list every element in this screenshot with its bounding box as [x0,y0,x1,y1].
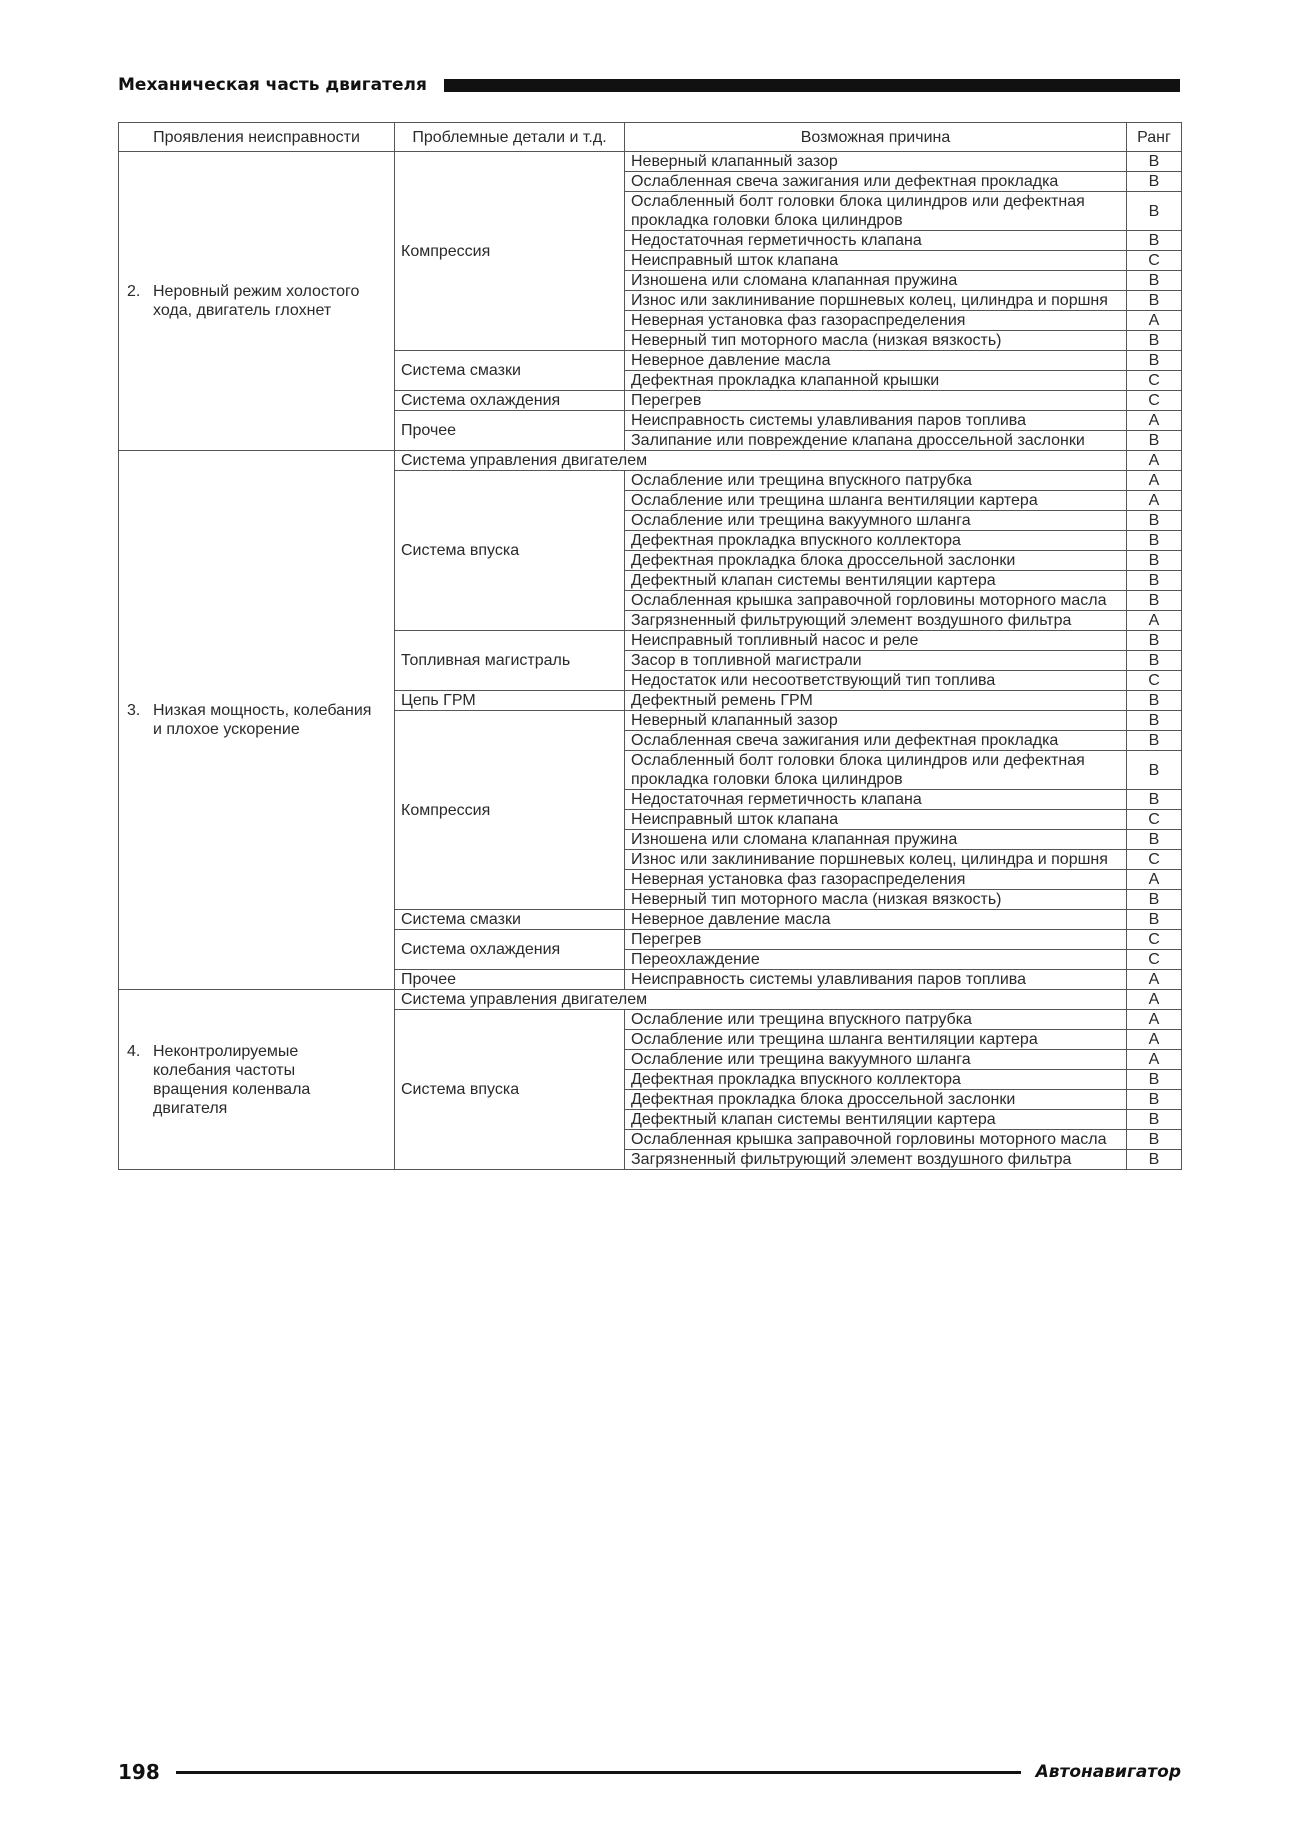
rank-cell: C [1127,671,1182,691]
symptom-text: Низкая мощность, колебания и плохое ускорение [153,702,372,738]
cause-cell: Ослабленная свеча зажигания или дефектная прокладка [625,731,1127,751]
column-header: Проблемные детали и т.д. [395,123,625,152]
publisher-name: Автонавигатор [1035,1762,1181,1782]
rank-cell: B [1127,231,1182,251]
rank-cell: B [1127,172,1182,192]
rank-cell: A [1127,870,1182,890]
component-cell: Система впуска [395,1010,625,1170]
cause-cell: Дефектный ремень ГРМ [625,691,1127,711]
table-row [119,451,1182,471]
rank-cell: A [1127,491,1182,511]
cause-cell: Неверное давление масла [625,351,1127,371]
rank-cell: B [1127,1090,1182,1110]
cause-cell: Ослабленная крышка заправочной горловины моторного масла [625,591,1127,611]
cause-cell: Ослабленный болт головки блока цилиндров или дефектная прокладка головки блока цилиндров [625,751,1127,790]
rank-cell: B [1127,351,1182,371]
rank-cell: A [1127,990,1182,1010]
cause-cell: Неверное давление масла [625,910,1127,930]
component-cell: Система смазки [395,910,625,930]
cause-cell: Ослабление или трещина впускного патрубка [625,471,1127,491]
cause-cell: Изношена или сломана клапанная пружина [625,271,1127,291]
cause-cell: Ослабленный болт головки блока цилиндров или дефектная прокладка головки блока цилиндров [625,192,1127,231]
rank-cell: B [1127,571,1182,591]
rank-cell: B [1127,711,1182,731]
component-cell: Компрессия [395,711,625,910]
component-cell: Прочее [395,411,625,451]
symptom-number: 4. [127,1042,141,1060]
cause-cell: Ослабление или трещина шланга вентиляции картера [625,491,1127,511]
component-cell: Система охлаждения [395,930,625,970]
rank-cell: B [1127,651,1182,671]
cause-cell: Дефектная прокладка впускного коллектора [625,531,1127,551]
rank-cell: B [1127,271,1182,291]
rank-cell: A [1127,611,1182,631]
rank-cell: C [1127,391,1182,411]
rank-cell: B [1127,291,1182,311]
cause-cell: Ослабленная крышка заправочной горловины моторного масла [625,1130,1127,1150]
cause-cell: Неисправный шток клапана [625,251,1127,271]
rank-cell: B [1127,631,1182,651]
rank-cell: B [1127,511,1182,531]
cause-cell: Недостаточная герметичность клапана [625,231,1127,251]
symptom-cell [119,990,395,1170]
cause-cell: Неверный тип моторного масла (низкая вязкость) [625,331,1127,351]
table-row [119,990,1182,1010]
cause-cell: Недостаточная герметичность клапана [625,790,1127,810]
component-cell: Компрессия [395,152,625,351]
rank-cell: C [1127,251,1182,271]
rank-cell: C [1127,930,1182,950]
symptom-text: Неконтролируемые колебания частоты вращения коленвала двигателя [153,1042,311,1117]
diagnostic-table [118,122,1182,1170]
cause-cell: Недостаток или несоответствующий тип топлива [625,671,1127,691]
rank-cell: A [1127,970,1182,990]
rank-cell: A [1127,1010,1182,1030]
cause-cell: Неисправный топливный насос и реле [625,631,1127,651]
cause-cell: Изношена или сломана клапанная пружина [625,830,1127,850]
footer-rule [176,1771,1021,1774]
rank-cell: B [1127,830,1182,850]
table-header-row [119,123,1182,152]
header-rule [444,79,1180,92]
cause-cell: Дефектная прокладка блока дроссельной заслонки [625,551,1127,571]
rank-cell: C [1127,950,1182,970]
component-cell: Цепь ГРМ [395,691,625,711]
symptom-number: 2. [127,283,141,300]
rank-cell: C [1127,371,1182,391]
cause-cell: Неверный клапанный зазор [625,152,1127,172]
rank-cell: B [1127,751,1182,790]
rank-cell: B [1127,1070,1182,1090]
cause-cell: Неверная установка фаз газораспределения [625,311,1127,331]
cause-cell: Залипание или повреждение клапана дроссельной заслонки [625,431,1127,451]
cause-cell: Ослабление или трещина шланга вентиляции картера [625,1030,1127,1050]
rank-cell: A [1127,1030,1182,1050]
section-title: Механическая часть двигателя [118,75,427,95]
cause-cell: Неверный клапанный зазор [625,711,1127,731]
column-header: Проявления неисправности [119,123,395,152]
cause-cell: Загрязненный фильтрующий элемент воздушного фильтра [625,611,1127,631]
cause-cell: Дефектный клапан системы вентиляции картера [625,1110,1127,1130]
component-cell: Система управления двигателем [395,990,1127,1010]
cause-cell: Износ или заклинивание поршневых колец, цилиндра и поршня [625,291,1127,311]
symptom-text: Неровный режим холостого хода, двигатель глохнет [153,283,360,319]
cause-cell: Дефектный клапан системы вентиляции картера [625,571,1127,591]
rank-cell: B [1127,691,1182,711]
cause-cell: Дефектная прокладка клапанной крышки [625,371,1127,391]
cause-cell: Перегрев [625,930,1127,950]
component-cell: Система смазки [395,351,625,391]
rank-cell: B [1127,152,1182,172]
symptom-cell [119,451,395,990]
column-header: Возможная причина [625,123,1127,152]
component-cell: Топливная магистраль [395,631,625,691]
rank-cell: B [1127,192,1182,231]
rank-cell: B [1127,551,1182,571]
cause-cell: Перегрев [625,391,1127,411]
page-number: 198 [118,1760,160,1784]
rank-cell: A [1127,471,1182,491]
rank-cell: B [1127,1150,1182,1170]
column-header: Ранг [1127,123,1182,152]
rank-cell: B [1127,1130,1182,1150]
cause-cell: Износ или заклинивание поршневых колец, цилиндра и поршня [625,850,1127,870]
component-cell: Система охлаждения [395,391,625,411]
page-footer [118,1760,1181,1784]
rank-cell: C [1127,850,1182,870]
cause-cell: Неисправность системы улавливания паров топлива [625,970,1127,990]
rank-cell: C [1127,810,1182,830]
rank-cell: B [1127,431,1182,451]
page-header [118,75,1180,95]
cause-cell: Ослабление или трещина впускного патрубка [625,1010,1127,1030]
cause-cell: Неисправность системы улавливания паров топлива [625,411,1127,431]
component-cell: Система впуска [395,471,625,631]
cause-cell: Ослабление или трещина вакуумного шланга [625,1050,1127,1070]
cause-cell: Ослабление или трещина вакуумного шланга [625,511,1127,531]
symptom-cell [119,152,395,451]
cause-cell: Переохлаждение [625,950,1127,970]
cause-cell: Засор в топливной магистрали [625,651,1127,671]
rank-cell: A [1127,311,1182,331]
symptom-number: 3. [127,702,141,719]
table-row [119,152,1182,172]
cause-cell: Ослабленная свеча зажигания или дефектная прокладка [625,172,1127,192]
cause-cell: Дефектная прокладка блока дроссельной заслонки [625,1090,1127,1110]
rank-cell: A [1127,451,1182,471]
rank-cell: A [1127,411,1182,431]
rank-cell: B [1127,1110,1182,1130]
rank-cell: B [1127,331,1182,351]
component-cell: Система управления двигателем [395,451,1127,471]
rank-cell: B [1127,531,1182,551]
cause-cell: Загрязненный фильтрующий элемент воздушного фильтра [625,1150,1127,1170]
rank-cell: B [1127,591,1182,611]
rank-cell: B [1127,890,1182,910]
rank-cell: B [1127,790,1182,810]
cause-cell: Неверная установка фаз газораспределения [625,870,1127,890]
cause-cell: Неверный тип моторного масла (низкая вязкость) [625,890,1127,910]
cause-cell: Дефектная прокладка впускного коллектора [625,1070,1127,1090]
rank-cell: B [1127,910,1182,930]
rank-cell: B [1127,731,1182,751]
component-cell: Прочее [395,970,625,990]
rank-cell: A [1127,1050,1182,1070]
cause-cell: Неисправный шток клапана [625,810,1127,830]
